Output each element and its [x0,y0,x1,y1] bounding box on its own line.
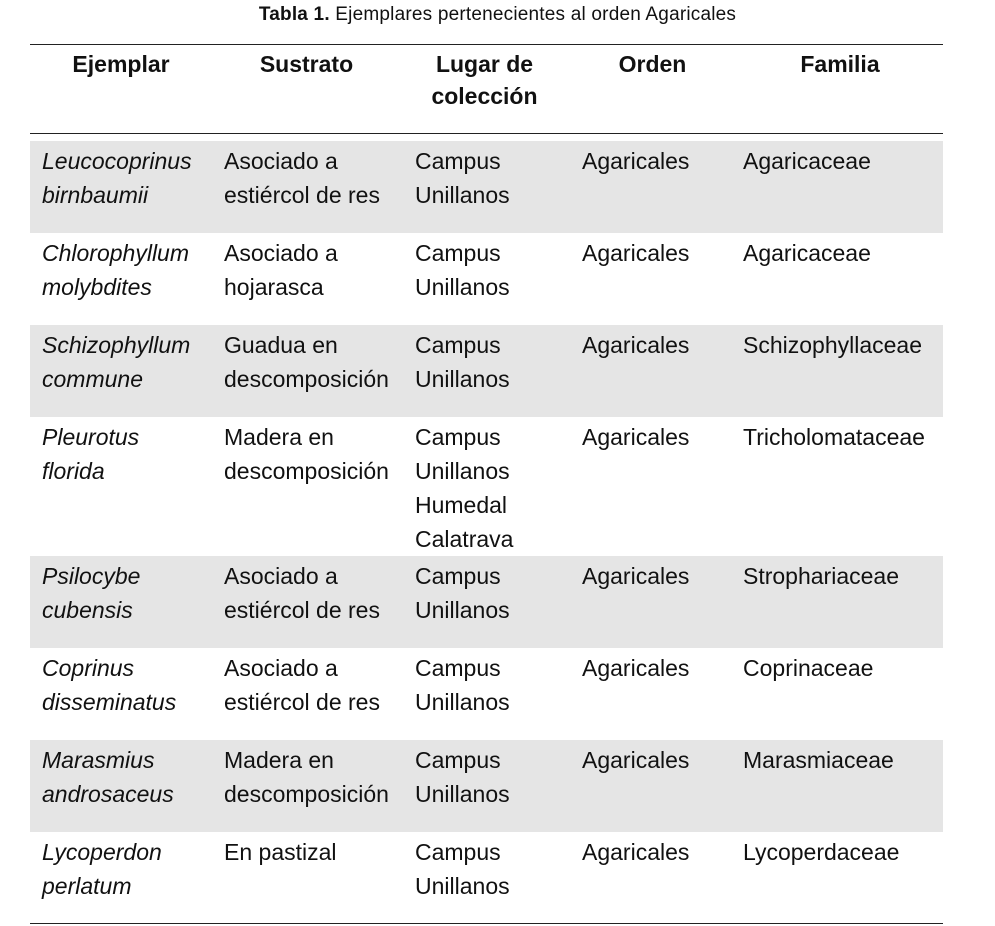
cell-sustrato: Asociado a estiércol de res [224,654,380,715]
cell-familia: Agaricaceae [743,239,871,266]
cell-orden: Agaricales [568,325,737,417]
cell-sustrato: Guadua en descomposición [212,325,401,417]
table-row [30,832,943,924]
cell-ejemplar: Marasmius androsaceus [30,740,212,832]
cell-orden: Agaricales [568,556,737,648]
cell-familia: Lycoperdaceae [743,838,900,865]
cell-sustrato: Asociado a estiércol de res [212,141,401,233]
cell-familia: Agaricaceae [737,141,943,233]
cell-lugar: Campus Unillanos [401,141,568,233]
cell-lugar: Campus Unillanos [415,838,510,899]
table-row [30,325,943,417]
cell-sustrato: Asociado a hojarasca [224,239,338,300]
table-row [30,417,943,556]
cell-orden: Agaricales [568,740,737,832]
cell-orden: Agaricales [568,141,737,233]
agaricales-table [30,44,943,924]
cell-familia: Coprinaceae [743,654,874,681]
table-row [30,141,943,233]
cell-lugar: Campus Unillanos [401,556,568,648]
cell-familia: Schizophyllaceae [737,325,943,417]
cell-lugar: Campus Unillanos [415,239,510,300]
table-row [30,648,943,740]
cell-lugar: Campus Unillanos [415,654,510,715]
table-row [30,556,943,648]
header-ejemplar: Ejemplar [30,45,212,134]
cell-orden: Agaricales [582,239,690,266]
caption-label: Tabla 1. [258,4,330,25]
cell-orden: Agaricales [582,423,690,450]
cell-orden: Agaricales [582,654,690,681]
cell-orden: Agaricales [582,838,690,865]
cell-sustrato: En pastizal [224,838,337,865]
cell-lugar: Campus Unillanos [401,325,568,417]
table-header-row [30,45,943,134]
header-sustrato: Sustrato [212,45,401,134]
cell-familia: Marasmiaceae [737,740,943,832]
cell-sustrato: Madera en descomposición [212,740,401,832]
cell-sustrato: Asociado a estiércol de res [212,556,401,648]
cell-lugar: Campus Unillanos Humedal Calatrava [415,423,514,552]
table-row [30,740,943,832]
cell-familia: Strophariaceae [737,556,943,648]
table-caption [0,4,995,26]
cell-ejemplar: Psilocybe cubensis [30,556,212,648]
cell-ejemplar: Coprinus disseminatus [42,654,177,715]
header-orden: Orden [568,45,737,134]
cell-familia: Tricholomataceae [743,423,925,450]
header-lugar: Lugar de colección [401,45,568,134]
header-familia: Familia [737,45,943,134]
cell-ejemplar: Leucocoprinus birnbaumii [30,141,212,233]
cell-ejemplar: Chlorophyllum molybdites [42,239,190,300]
table-row [30,233,943,325]
table-bottom-rule [30,924,943,925]
caption-text: Ejemplares pertenecientes al orden Agaricales [335,4,737,25]
cell-lugar: Campus Unillanos [401,740,568,832]
cell-ejemplar: Pleurotus florida [42,423,140,484]
cell-ejemplar: Schizophyllum commune [30,325,212,417]
cell-ejemplar: Lycoperdon perlatum [42,838,162,899]
cell-sustrato: Madera en descomposición [224,423,389,484]
